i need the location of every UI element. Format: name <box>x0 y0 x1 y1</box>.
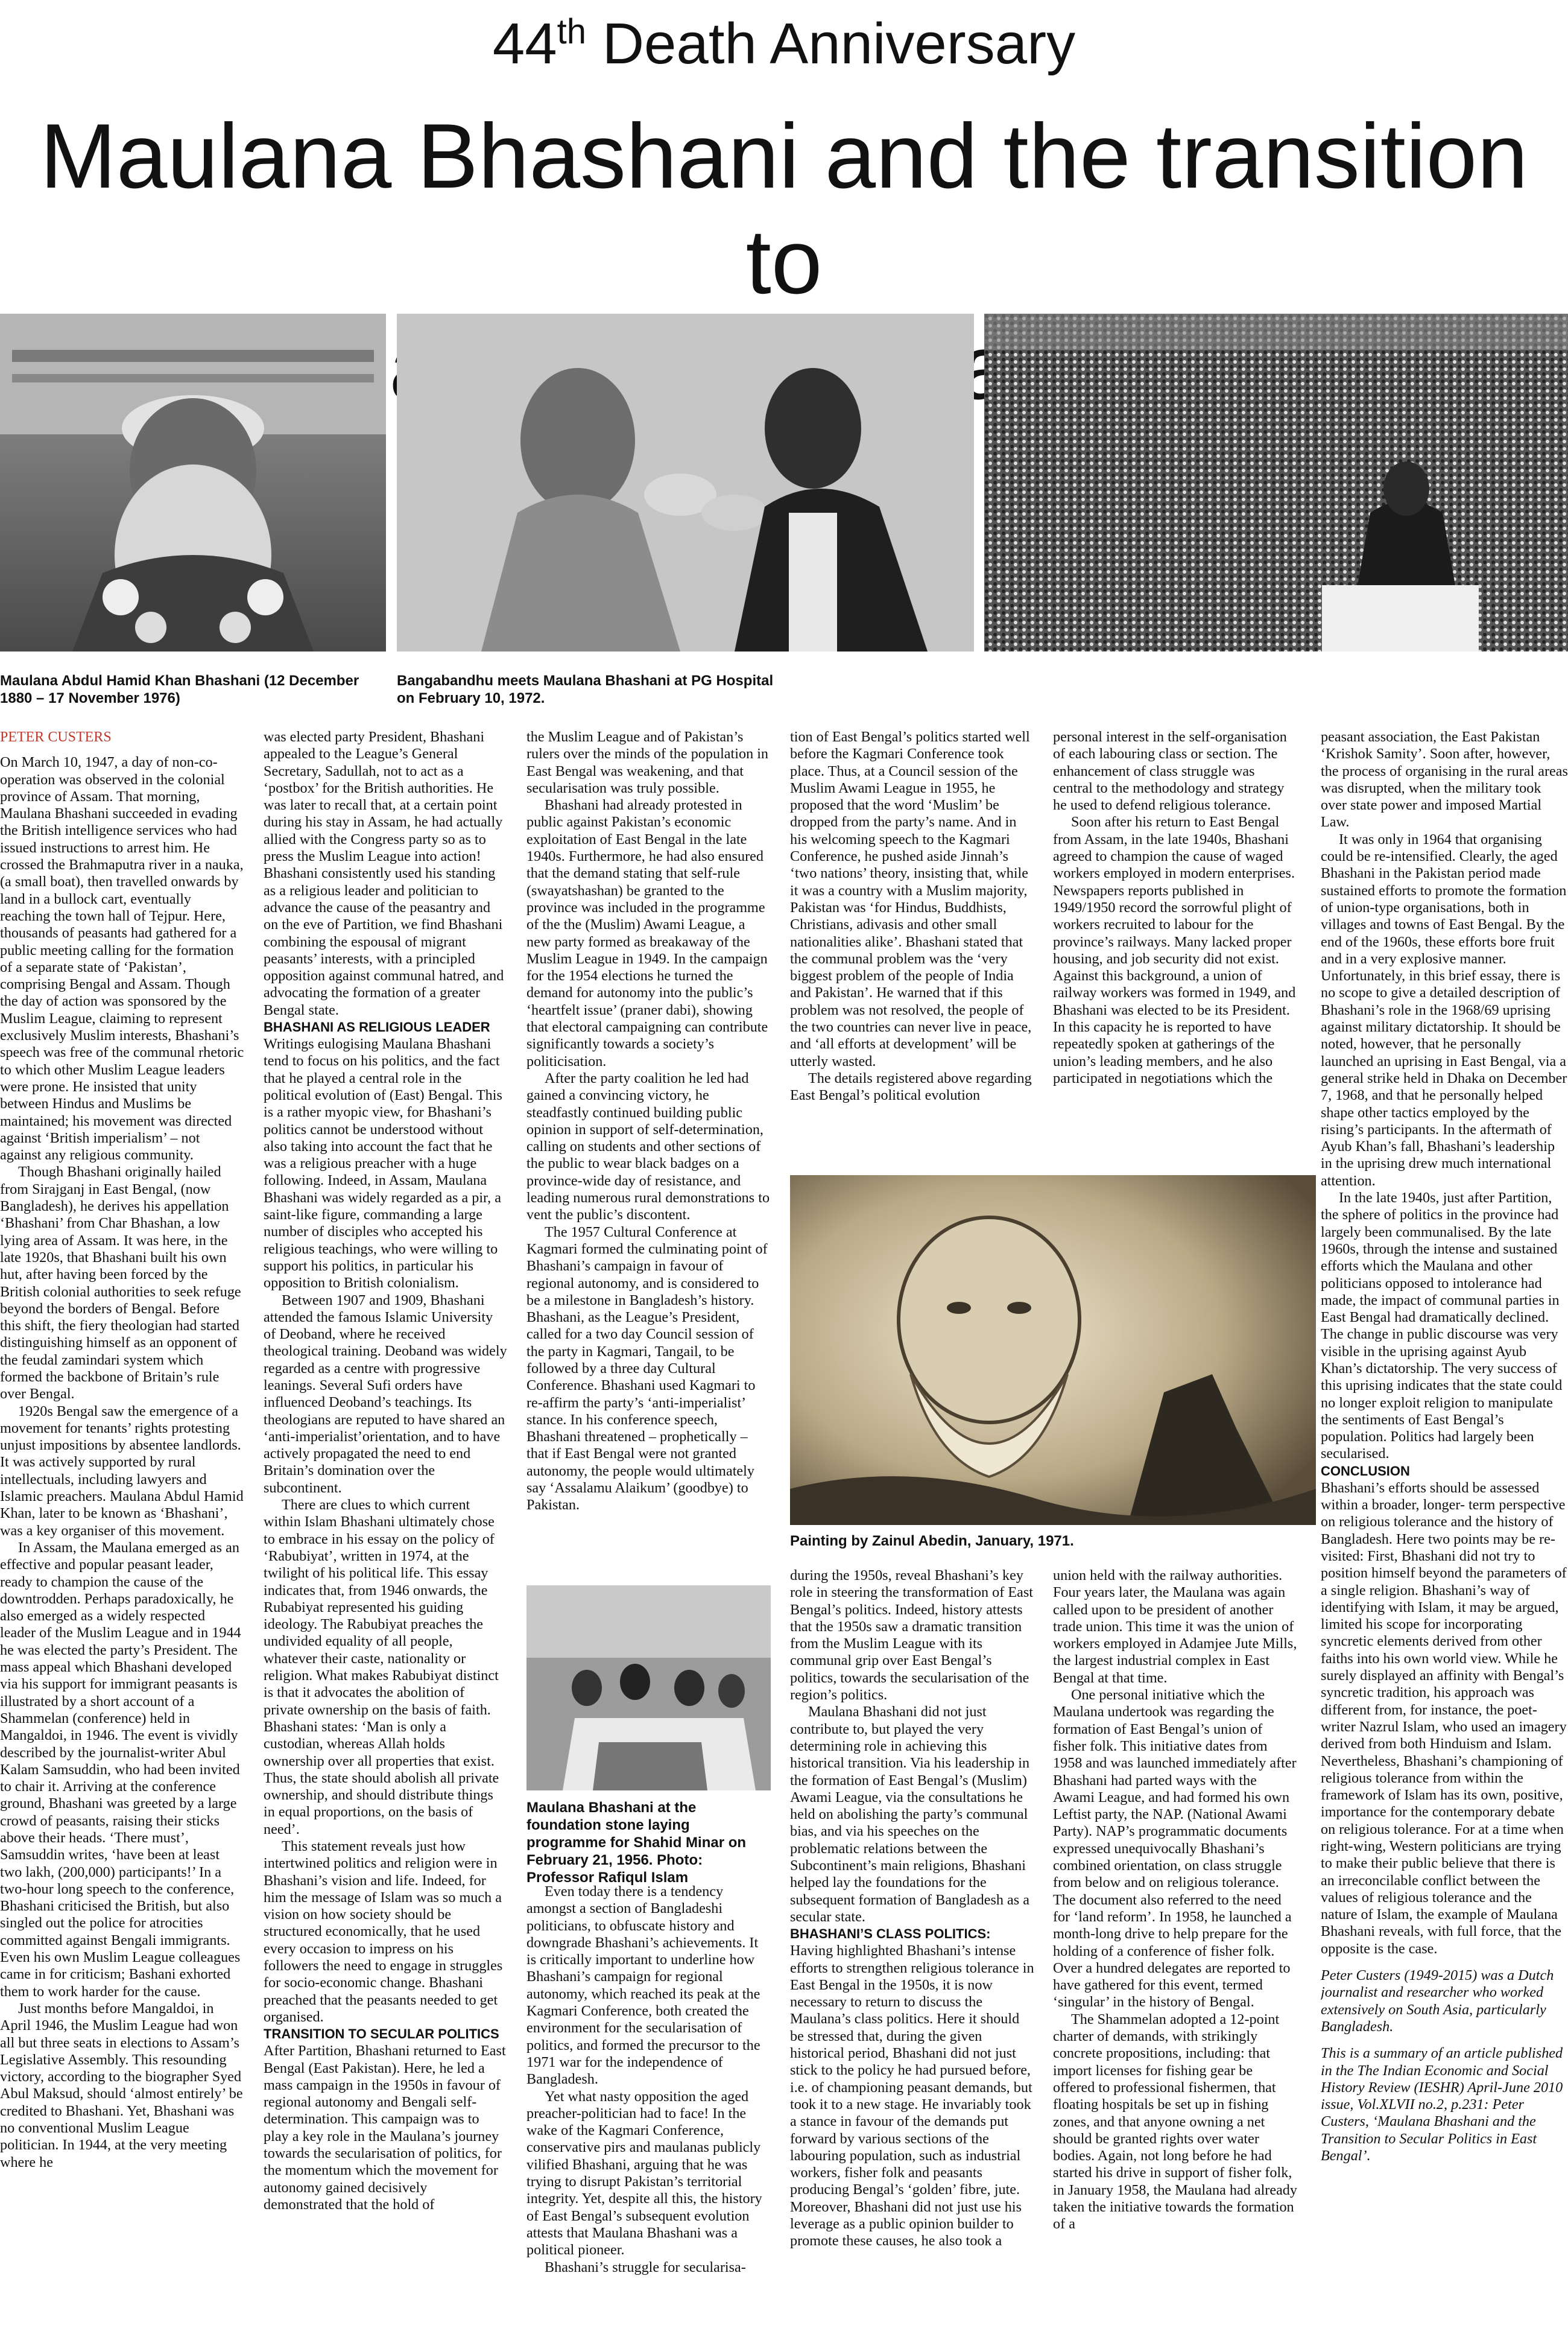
rally-photo <box>984 314 1568 652</box>
caption-painting: Painting by Zainul Abedin, January, 1971. <box>790 1533 1074 1549</box>
paragraph: This statement reveals just how intertwined politics and religion were in Bhashani’s vision and life. Indeed, for him the message of Islam was so much a vision on how society should be structured economically, that he used every occasion to impress on his followers the need to engage in struggles for socio-economic change. Bhashani preached that the peasants needed to get organised. <box>264 1838 503 2025</box>
subhead-class-politics: BHASHANI’S CLASS POLITICS: <box>790 1926 991 1942</box>
article-column-5 <box>1053 729 1297 1163</box>
paragraph: After Partition, Bhashani returned to East Bengal (East Pakistan). Here, he led a mass campaign in the 1950s in favour of regional autonomy and Bengali self-determination. This campaign was to play a key role in the Maulana’s journey towards the secularisation of politics, for the momentum which the movement for autonomy gained decisively demonstrated that the hold of <box>264 2043 506 2213</box>
paragraph: The details registered above regarding East Bengal’s political evolution <box>790 1070 1032 1104</box>
article-column-4 <box>790 729 1034 1163</box>
kicker-suffix: th <box>557 12 587 51</box>
paragraph: Bhashani had already protested in public against Pakistan’s economic exploitation of East Bengal in the late 1940s. Furthermore, he had also ensured that the demand stating that self-rule (swayatshashan) be granted to the province was included in the programme of the the (Muslim) Awami League, a new party formed as breakaway of the Muslim League in 1949. In the campaign for the 1954 elections he turned the demand for autonomy into the public’s ‘heartfelt issue’ (praner dabi), showing that electoral campaigning can contribute significantly towards a society’s politicisation. <box>526 797 768 1070</box>
headline-line-1: Maulana Bhashani and the transition to <box>40 105 1528 313</box>
kicker-number: 44 <box>492 11 557 76</box>
paragraph: Though Bhashani originally hailed from Sirajganj in East Bengal, (now Bangladesh), he derives his appellation ‘Bhashani’ from Char Bhashan, a low lying area of Assam. It was here, in the late 1920s, that Bhashani built his own hut, after having been forced by the British colonial authorities to seek refuge beyond the borders of Bengal. Before this shift, the fiery theologian had started distinguishing himself as an opponent of the feudal zamindari system which formed the backbone of Britain’s rule over Bengal. <box>0 1164 241 1403</box>
portrait-photo <box>0 314 386 652</box>
source-note: This is a summary of an article published in the The Indian Economic and Social History Review (IESHR) April-June 2010 issue, Vol.XLVII no.2, p.231: Peter Custers, ‘Maulana Bhashani and the Transition to Secular Politics in East Bengal’. <box>1321 2045 1563 2164</box>
article-column-1 <box>0 729 244 2336</box>
meeting-photo <box>397 314 974 652</box>
article-column-4-lower <box>790 1567 1034 2336</box>
article-column-5-lower <box>1053 1567 1297 2336</box>
caption-meeting: Bangabandhu meets Maulana Bhashani at PG Hospital on February 10, 1972. <box>397 673 774 706</box>
byline: PETER CUSTERS <box>0 729 112 745</box>
paragraph: 1920s Bengal saw the emergence of a movement for tenants’ rights protesting unjust impositions by absentee landlords. It was actively supported by rural intellectuals, including lawyers and Islamic preachers. Maulana Abdul Hamid Khan, later to be known as ‘Bhashani’, was a key organiser of this movement. <box>0 1403 244 1539</box>
paragraph: Yet what nasty opposition the aged preacher-politician had to face! In the wake of the Kagmari Conference, conservative pirs and maulanas publicly vilified Bhashani, arguing that he was trying to disrupt Pakistan’s territorial integrity. Yet, despite all this, the history of East Bengal’s subsequent evolution attests that Maulana Bhashani was a political pioneer. <box>526 2088 762 2259</box>
paragraph: There are clues to which current within Islam Bhashani ultimately chose to embrace in his essay on the policy of ‘Rabubiyat’, written in 1974, at the twilight of his political life. This essay indicates that, from 1946 onwards, the Rubabiyat represented his guiding ideology. The Rabubiyat preaches the undivided equality of all people, whatever their caste, nationality or religion. What makes Rabubiyat distinct is that it advocates the abolition of private ownership on the basis of faith. Bhashani states: ‘Man is only a custodian, whereas Allah holds ownership over all properties that exist. Thus, the state should abolish all private ownership, and should distribute things in equal proportions, on the basis of need’. <box>264 1497 499 1837</box>
paragraph: Soon after his return to East Bengal from Assam, in the late 1940s, Bhashani agreed to champion the cause of waged workers employed in modern enterprises. Newspapers reports published in 1949/1950 record the sorrowful plight of workers recruited to labour for the province’s railways. Many lacked proper housing, and job security did not exist. Against this background, a union of railway workers was formed in 1949, and Bhashani was elected to be its President. In this capacity he is reported to have repeatedly spoken at gatherings of the union’s leading members, and he also participated in negotiations which the <box>1053 814 1296 1086</box>
paragraph: On March 10, 1947, a day of non-co-operation was observed in the colonial province of Assam. That morning, Maulana Bhashani succeeded in evading the British intelligence services who had issued instructions to arrest him. He crossed the Brahmaputra river in a nauka, (a small boat), then travelled onwards by land in a bullock cart, eventually reaching the town hall of Tejpur. Here, thousands of peasants had gathered for a public meeting calling for the formation of a separate state of ‘Pakistan’, comprising Bengal and Assam. Though the day of action was sponsored by the Muslim League, claiming to represent exclusively Muslim interests, Bhashani’s speech was free of the communal rhetoric to which other Muslim League leaders were prone. He insisted that unity between Hindus and Muslims be maintained; his movement was directed against ‘British imperialism’ – not against any religious community. <box>0 754 244 1164</box>
kicker-text: Death Anniversary <box>602 11 1076 76</box>
paragraph: personal interest in the self-organisation of each labouring class or section. The enhancement of class struggle was central to the methodology and strategy he used to defend religious tolerance. <box>1053 729 1287 814</box>
subhead-transition: TRANSITION TO SECULAR POLITICS <box>264 2026 499 2042</box>
article-column-2 <box>264 729 508 2336</box>
caption-portrait: Maulana Abdul Hamid Khan Bhashani (12 December 1880 – 17 November 1976) <box>0 673 359 706</box>
subhead-religious-leader: BHASHANI AS RELIGIOUS LEADER <box>264 1019 490 1035</box>
author-note: Peter Custers (1949-2015) was a Dutch journalist and researcher who worked extensively on South Asia, particularly Bangladesh. <box>1321 1967 1554 2035</box>
paragraph: during the 1950s, reveal Bhashani’s key role in steering the transformation of East Bengal’s politics. Indeed, history attests that the 1950s saw a dramatic transition from the Muslim League with its communal grip over East Bengal’s politics, towards the secularisation of the region’s politics. <box>790 1567 1034 1704</box>
article-column-3 <box>526 729 771 1582</box>
paragraph: In the late 1940s, just after Partition, the sphere of politics in the province had largely been communalised. By the late 1960s, through the intense and sustained efforts which the Maulana and other politicians opposed to intolerance had made, the impact of communal parties in East Bengal had dramatically declined. The change in public discourse was very visible in the uprising against Ayub Khan’s dictatorship. The very success of this uprising indicates that the state could no longer exploit religion to manipulate the sentiments of East Bengal’s population. Politics had largely been secularised. <box>1321 1190 1563 1462</box>
paragraph: Bhashani’s efforts should be assessed within a broader, longer- term perspective on religious tolerance and the history of Bangladesh. Here two points may be re-visited: First, Bhashani did not try to position himself beyond the parameters of a single religion. Bhashani’s way of identifying with Islam, it may be argued, limited his scope for incorporating syncretic elements derived from other faiths into his own world view. While he surely displayed an affinity with Bengal’s syncretic tradition, his approach was different from, for instance, the poet-writer Nazrul Islam, who used an imagery derived from both Hinduism and Islam. Nevertheless, Bhashani’s championing of religious tolerance from within the framework of Islam has its own, positive, importance for the contemporary debate on religious tolerance. For at a time when right-wing, Western politicians are trying to make their public believe that there is an irreconcilable conflict between the values of religious tolerance and the nature of Islam, the example of Maulana Bhashani reveals, with full force, that the opposite is the case. <box>1321 1479 1567 1957</box>
paragraph: Having highlighted Bhashani’s intense efforts to strengthen religious tolerance in East Bengal in the 1950s, it is now necessary to return to discuss the Maulana’s class politics. Here it should be stressed that, during the given historical period, Bhashani did not just stick to the policy he had pursued before, i.e. of championing peasant demands, but took it to a new stage. He invariably took a stance in favour of the demands put forward by various sections of the labouring population, such as industrial workers, fisher folk and peasants producing Bengal’s ‘golden’ fibre, jute. Moreover, Bhashani did not just use his leverage as a public opinion builder to promote these causes, he also took a <box>790 1942 1034 2250</box>
paragraph: peasant association, the East Pakistan ‘Krishok Samity’. Soon after, however, the process of organising in the rural areas was disrupted, when the military took over state power and imposed Martial Law. <box>1321 729 1568 831</box>
paragraph: The 1957 Cultural Conference at Kagmari formed the culminating point of Bhashani’s campaign in favour of regional autonomy, and is considered to be a milestone in Bangladesh’s history. Bhashani, as the League’s President, called for a two day Council session of the party in Kagmari, Tangail, to be followed by a three day Cultural Conference. Bhashani used Kagmari to re-affirm the party’s ‘anti-imperialist’ stance. In his conference speech, Bhashani threatened – prophetically – that if East Bengal were not granted autonomy, the people would ultimately say ‘Assalamu Alaikum’ (goodbye) to Pakistan. <box>526 1223 768 1514</box>
paragraph: One personal initiative which the Maulana undertook was regarding the formation of East Bengal’s union of fisher folk. This initiative dates from 1958 and was launched immediately after Bhashani had parted ways with the Awami League, and had formed his own Leftist party, the NAP. (National Awami Party). NAP’s programmatic documents expressed unequivocally Bhashani’s combined orientation, on class struggle from below and on religious tolerance. The document also referred to the need for ‘land reform’. In 1958, he launched a month-long drive to help prepare for the holding of a conference of fisher folk. Over a hundred delegates are reported to have gathered for this event, termed ‘singular’ in the history of Bengal. <box>1053 1687 1297 2011</box>
painting-image <box>790 1175 1316 1525</box>
paragraph: the Muslim League and of Pakistan’s rulers over the minds of the population in East Bengal was weakening, and that secularisation was truly possible. <box>526 729 769 796</box>
article-column-3-lower <box>526 1883 771 2336</box>
paragraph: The Shammelan adopted a 12-point charter of demands, with strikingly concrete propositions, including: that import licenses for fishing gear be offered to professional fishermen, that floating hospitals be set up in fishing zones, and that anyone owning a net should be granted rights over water bodies. Again, not long before he had started his drive in support of fisher folk, in January 1958, the Maulana had already taken the initiative towards the formation of a <box>1053 2011 1297 2233</box>
paragraph: Even today there is a tendency amongst a section of Bangladeshi politicians, to obfuscate history and downgrade Bhashani’s achievements. It is critically important to underline how Bhashani’s campaign for regional autonomy, which reached its peak at the Kagmari Conference, both created the environment for the secularisation of politics, and formed the precursor to the 1971 war for the independence of Bangladesh. <box>526 1883 760 2088</box>
paragraph: After the party coalition he led had gained a convincing victory, he steadfastly continued building public opinion in support of self-determination, calling on students and other sections of the public to wear black badges on a province-wide day of resistance, and leading numerous rural demonstrations to vent the public’s discontent. <box>526 1070 770 1223</box>
paragraph: was elected party President, Bhashani appealed to the League’s General Secretary, Sadullah, not to act as a ‘postbox’ for the British authorities. He was later to recall that, at a certain point during his stay in Assam, he had actually allied with the Congress party so as to press the Muslim League into action! Bhashani consistently used his standing as a religious leader and politician to advance the cause of the peasantry and on the eve of Partition, we find Bhashani combining the espousal of migrant peasants’ interests, with a principled opposition against communal hatred, and advocating the formation of a greater Bengal state. <box>264 729 504 1018</box>
paragraph: Maulana Bhashani did not just contribute to, but played the very determining role in achieving this historical transition. Via his leadership in the formation of East Bengal’s (Muslim) Awami League, via the consultations he held on abolishing the party’s communal bias, and via his speeches on the problematic relations between the Subcontinent’s main religions, Bhashani helped lay the foundations for the subsequent formation of Bangladesh as a secular state. <box>790 1704 1030 1925</box>
paragraph: Between 1907 and 1909, Bhashani attended the famous Islamic University of Deoband, where he received theological training. Deoband was widely regarded as a centre with progressive leanings. Several Sufi orders have influenced Deoband’s teachings. Its theologians are reputed to have shared an ‘anti-imperialist’orientation, and to have actively propagated the need to end Britain’s domination over the subcontinent. <box>264 1292 507 1496</box>
caption-shahid-minar: Maulana Bhashani at the foundation stone laying programme for Shahid Minar on February 21, 1956. Photo: Professor Rafiqul Islam <box>526 1799 747 1886</box>
shahid-minar-photo <box>526 1585 771 1790</box>
subhead-conclusion: CONCLUSION <box>1321 1463 1410 1479</box>
paragraph: tion of East Bengal’s politics started well before the Kagmari Conference took place. Thus, at a Council session of the Muslim Awami League in 1955, he proposed that the word ‘Muslim’ be dropped from the party’s name. And in his welcoming speech to the Kagmari Conference, he pushed aside Jinnah’s ‘two nations’ theory, insisting that, while it was a country with a Muslim majority, Pakistan was ‘for Hindus, Buddhists, Christians, adivasis and other small nationalities alike’. Bhashani stated that the communal problem was the ‘very biggest problem of the people of India and Pakistan’. He warned that if this problem was not resolved, the people of the two countries can never live in peace, and ‘all efforts at development’ will be utterly wasted. <box>790 729 1032 1070</box>
paragraph: Writings eulogising Maulana Bhashani tend to focus on his politics, and the fact that he played a central role in the political evolution of (East) Bengal. This is a rather myopic view, for Bhashani’s politics cannot be understood without also taking into account the fact that he was a religious preacher with a huge following. Indeed, in Assam, Maulana Bhashani was widely regarded as a pir, a saint-like figure, commanding a large number of disciples who accepted his religious teachings, who were willing to support his politics, in particular his opposition to British colonialism. <box>264 1036 502 1292</box>
paragraph: union held with the railway authorities. Four years later, the Maulana was again called upon to be president of another trade union. This time it was the union of workers employed in Adamjee Jute Mills, the largest industrial complex in East Bengal at that time. <box>1053 1567 1297 1686</box>
article-column-6 <box>1321 729 1568 2336</box>
paragraph: Just months before Mangaldoi, in April 1946, the Muslim League had won all but three seats in elections to Assam’s Legislative Assembly. This resounding victory, according to the biographer Syed Abul Maksud, should ‘almost entirely’ be credited to Bhashani. Yet, Bhashani was no conventional Muslim League politician. In 1944, at the very meeting where he <box>0 2000 243 2170</box>
paragraph: In Assam, the Maulana emerged as an effective and popular peasant leader, ready to champion the cause of the downtrodden. Perhaps paradoxically, he also emerged as a widely respected leader of the Muslim League and in 1944 he was elected the party’s President. The mass appeal which Bhashani developed via his support for immigrant peasants is illustrated by a short account of a Shammelan (conference) held in Mangaldoi, in 1946. The event is vividly described by the journalist-writer Abul Kalam Samsuddin, who had been invited to chair it. Arriving at the conference ground, Bhashani was greeted by a large crowd of peasants, raising their sticks above their heads. ‘There must’, Samsuddin writes, ‘have been at least two lakh, (200,000) participants!’ In a two-hour long speech to the conference, Bhashani criticised the British, but also singled out the police for atrocities committed against Bengali immigrants. Even his own Muslim League colleagues came in for criticism; Bashani exhorted them to work harder for the cause. <box>0 1539 241 2000</box>
paragraph: It was only in 1964 that organising could be re-intensified. Clearly, the aged Bhashani in the Pakistan period made sustained efforts to promote the formation of union-type organisations, both in villages and towns of East Bengal. By the end of the 1960s, these efforts bore fruit and in a very explosive manner. Unfortunately, in this brief essay, there is no scope to give a detailed description of Bhashani’s role in the 1968/69 uprising against military dictatorship. It should be noted, however, that he personally launched an uprising in East Bengal, via a general strike held in Dhaka on December 7, 1968, and that he personally helped shape other tactics employed by the rising’s participants. In the aftermath of Ayub Khan’s fall, Bhashani’s leadership in the uprising drew much international attention. <box>1321 831 1567 1189</box>
paragraph: Bhashani’s struggle for secularisa- <box>545 2259 746 2275</box>
kicker <box>0 11 1568 77</box>
